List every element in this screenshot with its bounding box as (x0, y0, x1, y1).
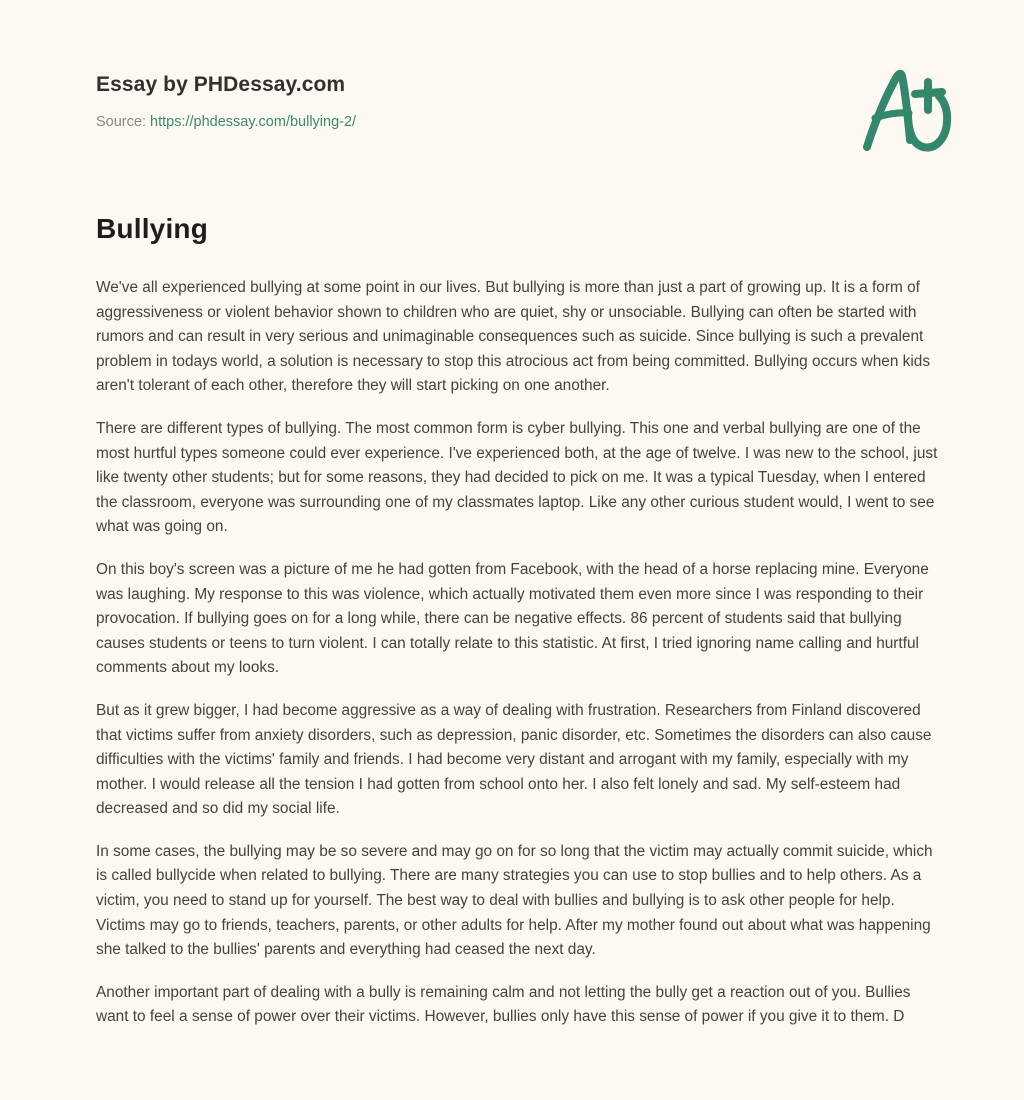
article (96, 212, 938, 1030)
source-url-link[interactable]: https://phdessay.com/bullying-2/ (150, 114, 357, 130)
aplus-logo-icon (842, 52, 972, 162)
essay-paragraph: Another important part of dealing with a bully is remaining calm and not letting the bully get a reaction out of you. Bullies want to feel a sense of power over their victims. However, bullies only have this sense of power if you give it to them. D (96, 983, 911, 1026)
essay-paragraph: But as it grew bigger, I had become aggressive as a way of dealing with frustration. Researchers from Finland discovered that victims suffer from anxiety disorders, such as depression, panic disorder, etc. Sometimes the disorders can also cause difficulties with the victims' family and friends. I had become very distant and arrogant with my family, especially with my mother. I would release all the tension I had gotten from school onto her. I also felt lonely and sad. My self-esteem had decreased and so did my social life. (96, 701, 932, 818)
essay-body (96, 276, 938, 1030)
essay-paragraph: We've all experienced bullying at some point in our lives. But bullying is more than just a part of growing up. It is a form of aggressiveness or violent behavior shown to children who are quiet, shy or unsociable. Bullying can often be started with rumors and can result in very serious and unimaginable consequences such as suicide. Since bullying is such a prevalent problem in todays world, a solution is necessary to stop this atrocious act from being committed. Bullying occurs when kids aren't tolerant of each other, therefore they will start picking on one another. (96, 279, 931, 395)
page-title: Bullying (96, 213, 209, 244)
essay-paragraph: On this boy's screen was a picture of me he had gotten from Facebook, with the head of a horse replacing mine. Everyone was laughing. My response to this was violence, which actually motivated them even more since I was responding to their provocation. If bullying goes on for a long while, there can be negative effects. 86 percent of students said that bullying causes students or teens to turn violent. I can totally relate to this statistic. At first, I tried ignoring name calling and hurtful comments about my looks. (96, 560, 929, 677)
source-label: Source: (96, 114, 146, 130)
source-line (96, 112, 936, 132)
essay-paragraph: There are different types of bullying. The most common form is cyber bullying. This one and verbal bullying are one of the most hurtful types someone could ever experience. I've experienced both, at the age of twelve. I was new to the school, just like twenty other students; but for some reasons, they had decided to pick on me. It was a typical Tuesday, when I entered the classroom, everyone was surrounding one of my classmates laptop. Like any other curious student would, I went to see what was going on. (96, 419, 938, 536)
brand-title: Essay by PHDessay.com (96, 73, 346, 96)
essay-paragraph: In some cases, the bullying may be so severe and may go on for so long that the victim may actually commit suicide, which is called bullycide when related to bullying. There are many strategies you can use to stop bullies and to help others. As a victim, you need to stand up for yourself. The best way to deal with bullies and bullying is to ask other people for help. Victims may go to friends, teachers, parents, or other adults for help. After my mother found out about what was happening she talked to the bullies' parents and everything had ceased the next day. (96, 842, 933, 959)
